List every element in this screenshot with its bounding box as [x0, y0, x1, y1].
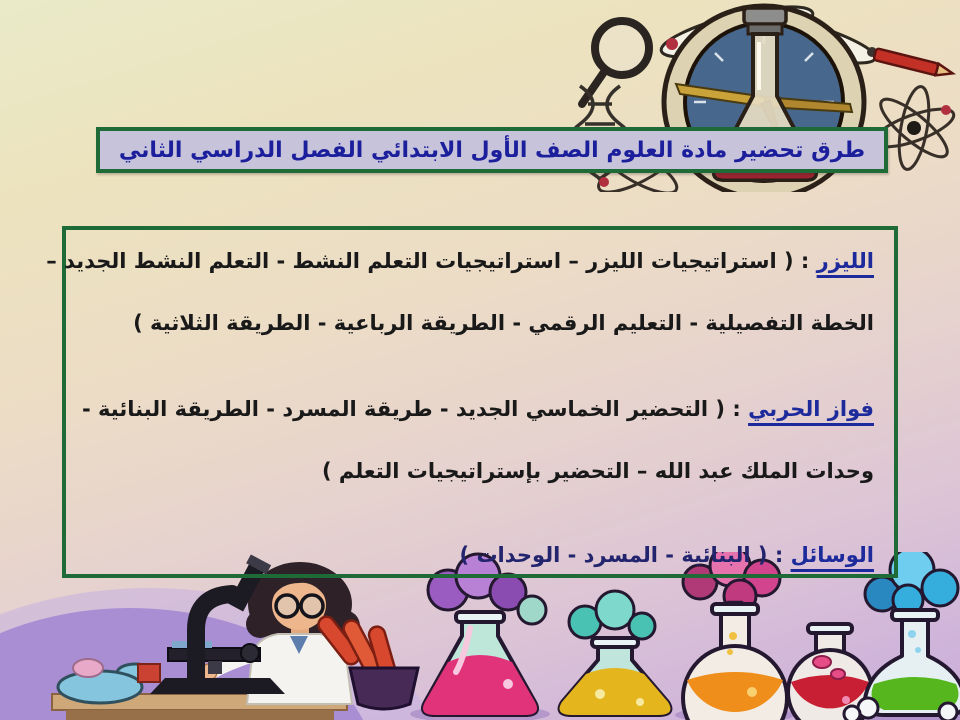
- entry-fawaz-line2: وحدات الملك عبد الله – التحضير بإستراتيجيات التعلم ): [321, 459, 874, 483]
- entry-fawaz-heading: فواز الحربي: [748, 397, 874, 421]
- entry-wasael-sep: :: [767, 543, 791, 567]
- entry-wasael-line1: ( البنائية - المسرد - الوحدات ): [459, 543, 768, 567]
- entry-wasael-heading: الوسائل: [790, 543, 874, 567]
- entry-laser-heading: الليزر: [816, 249, 874, 273]
- entry-laser: [46, 230, 874, 354]
- entry-fawaz-sep: :: [725, 397, 749, 421]
- slide-title: طرق تحضير مادة العلوم الصف الأول الابتدائي الفصل الدراسي الثاني: [118, 137, 866, 163]
- entry-laser-sep: :: [793, 249, 817, 273]
- flask-yellow: [560, 591, 671, 715]
- entry-fawaz: [82, 378, 874, 502]
- entry-laser-line1: ( استراتيجيات الليزر – استراتيجيات التعلم النشط - التعلم النشط الجديد –: [46, 249, 794, 273]
- entry-fawaz-line1: ( التحضير الخماسي الجديد - طريقة المسرد - الطريقة البنائية -: [82, 397, 726, 421]
- entry-wasael: [86, 524, 874, 586]
- content-box: [46, 226, 898, 578]
- pencil-icon: [874, 48, 955, 79]
- entry-laser-line2: الخطة التفصيلية - التعليم الرقمي - الطريقة الرباعية - الطريقة الثلاثية ): [133, 311, 874, 335]
- title-banner: [96, 127, 888, 173]
